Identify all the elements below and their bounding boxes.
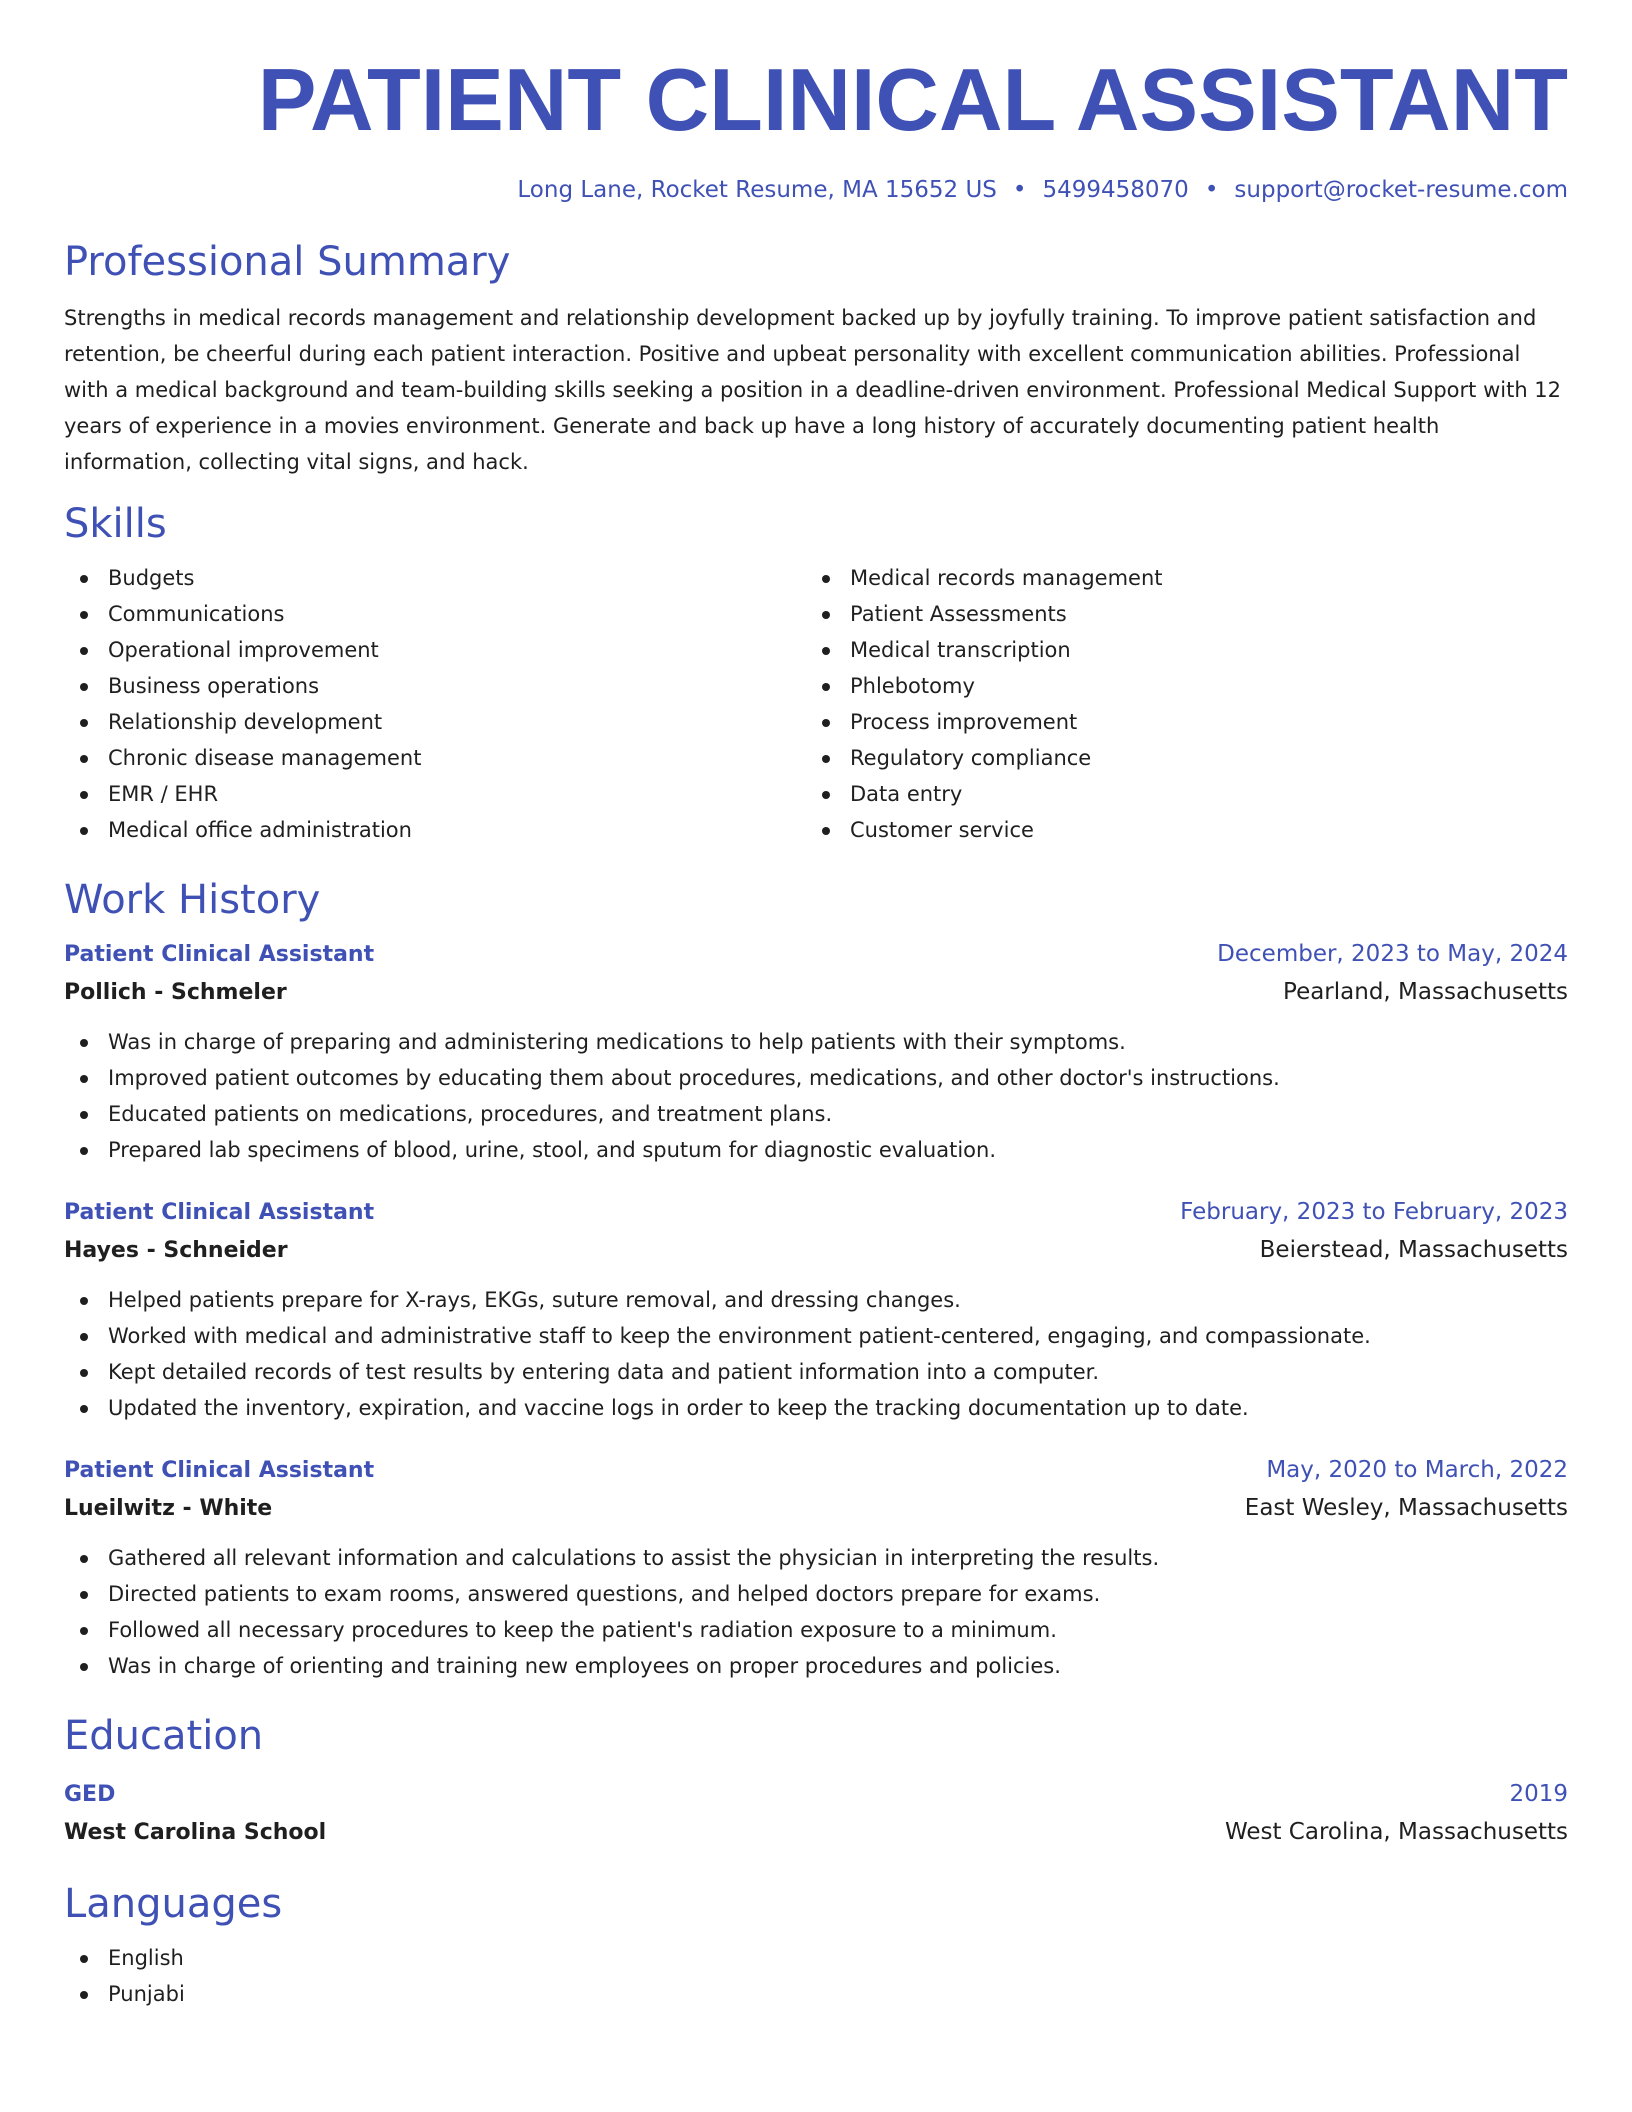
duty-item: Was in charge of orienting and training new employees on proper procedures and policies. <box>64 1648 1568 1684</box>
skill-item: Process improvement <box>806 704 1548 740</box>
education-entry <box>64 1776 1568 1852</box>
job-location: East Wesley, Massachusetts <box>1244 1495 1568 1521</box>
school-name: West Carolina School <box>64 1820 327 1845</box>
duty-item: Educated patients on medications, procedures, and treatment plans. <box>64 1096 1568 1132</box>
duty-item: Worked with medical and administrative staff to keep the environment patient-centered, engaging, and compassionate. <box>64 1318 1568 1354</box>
language-item: Punjabi <box>64 1976 1568 2012</box>
skill-item: Data entry <box>806 776 1548 812</box>
duty-item: Helped patients prepare for X-rays, EKGs, suture removal, and dressing changes. <box>64 1282 1568 1318</box>
job-duties <box>64 1024 1568 1168</box>
skill-item: Medical transcription <box>806 632 1548 668</box>
language-item: English <box>64 1940 1568 1976</box>
employer-name: Pollich - Schmeler <box>64 980 287 1005</box>
job-title: Patient Clinical Assistant <box>64 1458 375 1483</box>
graduation-year: 2019 <box>1509 1781 1568 1807</box>
separator-dot: • <box>1012 177 1027 203</box>
duty-item: Directed patients to exam rooms, answered questions, and helped doctors prepare for exams. <box>64 1576 1568 1612</box>
languages-section <box>64 1940 1568 2012</box>
job-entry <box>64 1452 1568 1684</box>
skill-item: Operational improvement <box>64 632 806 668</box>
contact-line <box>64 174 1568 206</box>
section-title-skills: Skills <box>64 501 167 547</box>
duty-item: Followed all necessary procedures to keep the patient's radiation exposure to a minimum. <box>64 1612 1568 1648</box>
languages-list <box>64 1940 1568 2012</box>
job-entry <box>64 936 1568 1168</box>
skill-item: Customer service <box>806 812 1548 848</box>
section-title-work-history: Work History <box>64 877 321 923</box>
duty-item: Was in charge of preparing and administering medications to help patients with their symptoms. <box>64 1024 1568 1060</box>
section-title-summary: Professional Summary <box>64 239 511 285</box>
skill-item: Regulatory compliance <box>806 740 1548 776</box>
section-title-education: Education <box>64 1713 264 1759</box>
job-location: Pearland, Massachusetts <box>1283 979 1568 1005</box>
summary-text: Strengths in medical records management and relationship development backed up by joyfully training. To improve patient satisfaction and retention, be cheerful during each patient interaction. Positive and upbeat personality with excellent communication abilities. Professional with a medical background and team-building skills seeking a position in a deadline-driven environment. Professional Medical Support with 12 years of experience in a movies environment. Generate and back up have a long history of accurately documenting patient health information, collecting vital signs, and hack. <box>64 306 1562 474</box>
address: Long Lane, Rocket Resume, MA 15652 US <box>517 177 997 203</box>
job-duties <box>64 1282 1568 1426</box>
employer-name: Hayes - Schneider <box>64 1238 288 1263</box>
separator-dot: • <box>1204 177 1219 203</box>
skills-column-left <box>64 560 806 848</box>
job-duties <box>64 1540 1568 1684</box>
skills-column-right <box>806 560 1548 848</box>
job-entry <box>64 1194 1568 1426</box>
email-link[interactable]: support@rocket-resume.com <box>1234 177 1568 203</box>
skill-item: Communications <box>64 596 806 632</box>
skill-item: Patient Assessments <box>806 596 1548 632</box>
job-dates: February, 2023 to February, 2023 <box>1180 1199 1568 1225</box>
degree: GED <box>64 1782 116 1807</box>
skill-item: Phlebotomy <box>806 668 1548 704</box>
duty-item: Gathered all relevant information and calculations to assist the physician in interpreting the results. <box>64 1540 1568 1576</box>
resume-header <box>64 0 1568 206</box>
skill-item: Relationship development <box>64 704 806 740</box>
skills-list <box>64 560 1568 848</box>
school-location: West Carolina, Massachusetts <box>1224 1819 1568 1845</box>
skill-item: Chronic disease management <box>64 740 806 776</box>
skill-item: Budgets <box>64 560 806 596</box>
candidate-name: PATIENT CLINICAL ASSISTANT <box>257 50 1568 149</box>
skill-item: Business operations <box>64 668 806 704</box>
duty-item: Updated the inventory, expiration, and vaccine logs in order to keep the tracking documentation up to date. <box>64 1390 1568 1426</box>
job-title: Patient Clinical Assistant <box>64 1200 375 1225</box>
duty-item: Prepared lab specimens of blood, urine, stool, and sputum for diagnostic evaluation. <box>64 1132 1568 1168</box>
skill-item: Medical office administration <box>64 812 806 848</box>
job-location: Beierstead, Massachusetts <box>1259 1237 1568 1263</box>
duty-item: Kept detailed records of test results by entering data and patient information into a computer. <box>64 1354 1568 1390</box>
job-dates: December, 2023 to May, 2024 <box>1217 941 1568 967</box>
job-title: Patient Clinical Assistant <box>64 942 375 967</box>
duty-item: Improved patient outcomes by educating them about procedures, medications, and other doctor's instructions. <box>64 1060 1568 1096</box>
employer-name: Lueilwitz - White <box>64 1496 273 1521</box>
skill-item: EMR / EHR <box>64 776 806 812</box>
job-dates: May, 2020 to March, 2022 <box>1266 1457 1568 1483</box>
section-title-languages: Languages <box>64 1881 283 1927</box>
skill-item: Medical records management <box>806 560 1548 596</box>
phone: 5499458070 <box>1042 177 1189 203</box>
